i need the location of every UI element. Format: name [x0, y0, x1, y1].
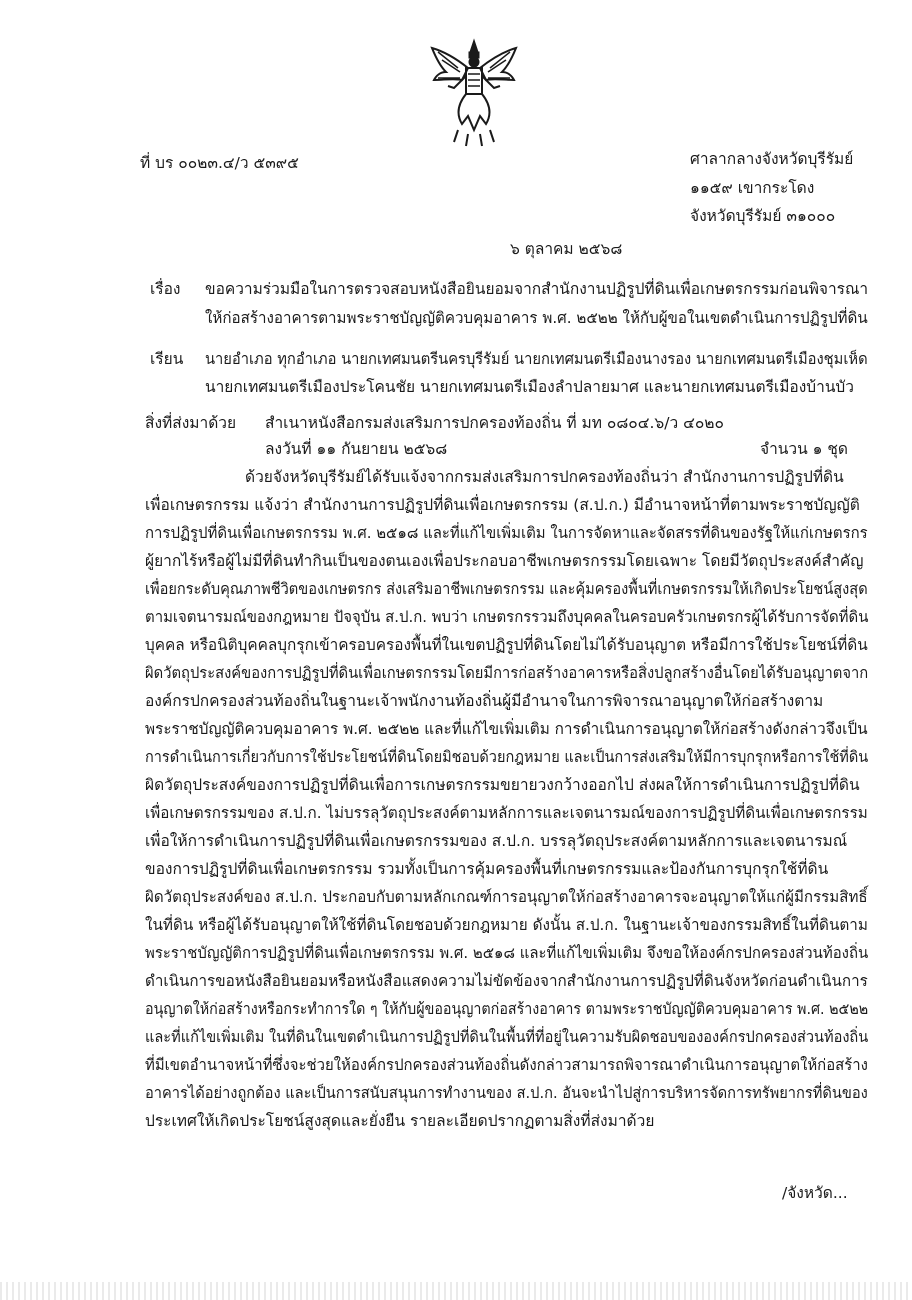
body-line: การปฏิรูปที่ดินเพื่อเกษตรกรรม พ.ศ. ๒๕๑๘ และที่แก้ไขเพิ่มเติม ในการจัดหาและจัดสรรที่ดินของรัฐให้แก่เกษตรกร	[145, 524, 868, 542]
body-line: พระราชบัญญัติการปฏิรูปที่ดินเพื่อเกษตรกรรม พ.ศ. ๒๕๑๘ และที่แก้ไขเพิ่มเติม จึงขอให้องค์กรปกครองส่วนท้องถิ่น	[145, 944, 869, 962]
body-line: เพื่อให้การดำเนินการปฏิรูปที่ดินเพื่อเกษตรกรรมของ ส.ป.ก. บรรลุวัตถุประสงค์ตามหลักการและเจตนารมณ์	[145, 832, 848, 850]
office-address-line-3: จังหวัดบุรีรัมย์ ๓๑๐๐๐	[690, 207, 836, 225]
body-line: บุคคล หรือนิติบุคคลบุกรุกเข้าครอบครองพื้นที่ในเขตปฏิรูปที่ดินโดยไม่ได้รับอนุญาต หรือมีการใช้ประโยชน์ที่ดิน	[145, 636, 868, 654]
body-line: ผิดวัตถุประสงค์ของการปฏิรูปที่ดินเพื่อเกษตรกรรมโดยมีการก่อสร้างอาคารหรือสิ่งปลูกสร้างอื่นโดยได้รับอนุญาตจาก	[145, 664, 869, 682]
subject-label: เรื่อง	[150, 280, 181, 298]
recipient-line-1: นายอำเภอ ทุกอำเภอ นายกเทศมนตรีนครบุรีรัมย์ นายกเทศมนตรีเมืองนางรอง นายกเทศมนตรีเมืองชุมเห็ด	[205, 350, 868, 368]
body-line: อนุญาตให้ก่อสร้างหรือกระทำการใด ๆ ให้กับผู้ขออนุญาตก่อสร้างอาคาร ตามพระราชบัญญัติควบคุมอาคาร พ.ศ. ๒๕๒๒	[145, 1000, 869, 1018]
body-line: ผิดวัตถุประสงค์ของ ส.ป.ก. ประกอบกับตามหลักเกณฑ์การอนุญาตให้ก่อสร้างอาคารจะอนุญาตให้แก่ผู้มีกรรมสิทธิ์	[145, 888, 868, 906]
reference-number: ที่ บร ๐๐๒๓.๔/ว ๕๓๙๕	[140, 154, 299, 172]
body-line: อาคารได้อย่างถูกต้อง และเป็นการสนับสนุนการทำงานของ ส.ป.ก. อันจะนำไปสู่การบริหารจัดการทรัพยากรที่ดินของ	[145, 1084, 868, 1102]
body-line: เพื่อเกษตรกรรม แจ้งว่า สำนักงานการปฏิรูปที่ดินเพื่อเกษตรกรรม (ส.ป.ก.) มีอำนาจหน้าที่ตามพระราชบัญญัติ	[145, 496, 860, 514]
body-line: พระราชบัญญัติควบคุมอาคาร พ.ศ. ๒๕๒๒ และที่แก้ไขเพิ่มเติม การดำเนินการอนุญาตให้ก่อสร้างดังกล่าวจึงเป็น	[145, 720, 868, 738]
subject-line-1: ขอความร่วมมือในการตรวจสอบหนังสือยินยอมจากสำนักงานปฏิรูปที่ดินเพื่อเกษตรกรรมก่อนพิจารณา	[205, 280, 869, 298]
body-line: เพื่อเกษตรกรรมของ ส.ป.ก. ไม่บรรลุวัตถุประสงค์ตามหลักการและเจตนารมณ์ของการปฏิรูปที่ดินเพื่อเกษตรกรรม	[145, 804, 868, 822]
scan-edge-artifact	[0, 1282, 912, 1300]
body-line: ประเทศให้เกิดประโยชน์สูงสุดและยั่งยืน รายละเอียดปรากฏตามสิ่งที่ส่งมาด้วย	[145, 1112, 655, 1130]
body-line: การดำเนินการเกี่ยวกับการใช้ประโยชน์ที่ดินโดยมิชอบด้วยกฎหมาย และเป็นการส่งเสริมให้มีการบุกรุกหรือการใช้ที่ดิน	[145, 748, 869, 766]
body-line: ผู้ยากไร้หรือผู้ไม่มีที่ดินทำกินเป็นของตนเองเพื่อประกอบอาชีพเกษตรกรรมโดยเฉพาะ โดยมีวัตถุประสงค์สำคัญ	[145, 552, 864, 570]
enclosure-quantity: จำนวน ๑ ชุด	[760, 440, 848, 458]
body-line: ที่มีเขตอำนาจหน้าที่ซึ่งจะช่วยให้องค์กรปกครองส่วนท้องถิ่นดังกล่าวสามารถพิจารณาดำเนินการอนุญาตให้ก่อสร้าง	[145, 1056, 868, 1074]
continuation-marker: /จังหวัด...	[782, 1184, 848, 1202]
letter-date: ๖ ตุลาคม ๒๕๖๘	[510, 240, 623, 258]
recipient-line-2: นายกเทศมนตรีเมืองประโคนชัย นายกเทศมนตรีเมืองลำปลายมาศ และนายกเทศมนตรีเมืองบ้านบัว	[205, 378, 854, 396]
office-address-line-1: ศาลากลางจังหวัดบุรีรัมย์	[690, 150, 854, 168]
body-line: ตามเจตนารมณ์ของกฎหมาย ปัจจุบัน ส.ป.ก. พบว่า เกษตรกรรวมถึงบุคคลในครอบครัวเกษตรกรผู้ได้รับการจัดที่ดิน	[145, 608, 869, 626]
enclosure-line-1: สำเนาหนังสือกรมส่งเสริมการปกครองท้องถิ่น ที่ มท ๐๘๐๔.๖/ว ๔๐๒๐	[265, 414, 724, 432]
enclosure-label: สิ่งที่ส่งมาด้วย	[145, 414, 237, 432]
body-line: เพื่อยกระดับคุณภาพชีวิตของเกษตรกร ส่งเสริมอาชีพเกษตรกรรม และคุ้มครองพื้นที่เกษตรกรรมให้เกิดประโยชน์สูงสุด	[145, 580, 868, 598]
garuda-emblem-icon	[428, 38, 520, 148]
body-line: ผิดวัตถุประสงค์ของการปฏิรูปที่ดินเพื่อการเกษตรกรรมขยายวงกว้างออกไป ส่งผลให้การดำเนินการปฏิรูปที่ดิน	[145, 776, 860, 794]
body-line: และที่แก้ไขเพิ่มเติม ในที่ดินในเขตดำเนินการปฏิรูปที่ดินในพื้นที่ที่อยู่ในความรับผิดชอบขององค์กรปกครองส่วนท้องถิ่น	[145, 1028, 869, 1046]
office-address-line-2: ๑๑๕๙ เขากระโดง	[690, 179, 815, 197]
enclosure-line-2: ลงวันที่ ๑๑ กันยายน ๒๕๖๘	[265, 440, 448, 458]
body-line: ดำเนินการขอหนังสือยินยอมหรือหนังสือแสดงความไม่ขัดข้องจากสำนักงานการปฏิรูปที่ดินจังหวัดก่อนดำเนินการ	[145, 972, 868, 990]
body-line: ด้วยจังหวัดบุรีรัมย์ได้รับแจ้งจากกรมส่งเสริมการปกครองท้องถิ่นว่า สำนักงานการปฏิรูปที่ดิน	[245, 468, 844, 486]
body-line: องค์กรปกครองส่วนท้องถิ่นในฐานะเจ้าพนักงานท้องถิ่นผู้มีอำนาจในการพิจารณาอนุญาตให้ก่อสร้างตาม	[145, 692, 824, 710]
body-line: ของการปฏิรูปที่ดินเพื่อเกษตรกรรม รวมทั้งเป็นการคุ้มครองพื้นที่เกษตรกรรมและป้องกันการบุกรุกใช้ที่ดิน	[145, 860, 829, 878]
recipient-label: เรียน	[150, 350, 184, 368]
body-line: ในที่ดิน หรือผู้ได้รับอนุญาตให้ใช้ที่ดินโดยชอบด้วยกฎหมาย ดังนั้น ส.ป.ก. ในฐานะเจ้าของกรรมสิทธิ์ในที่ดินตาม	[145, 916, 868, 934]
subject-line-2: ให้ก่อสร้างอาคารตามพระราชบัญญัติควบคุมอาคาร พ.ศ. ๒๕๒๒ ให้กับผู้ขอในเขตดำเนินการปฏิรูปที่ดิน	[205, 309, 868, 327]
